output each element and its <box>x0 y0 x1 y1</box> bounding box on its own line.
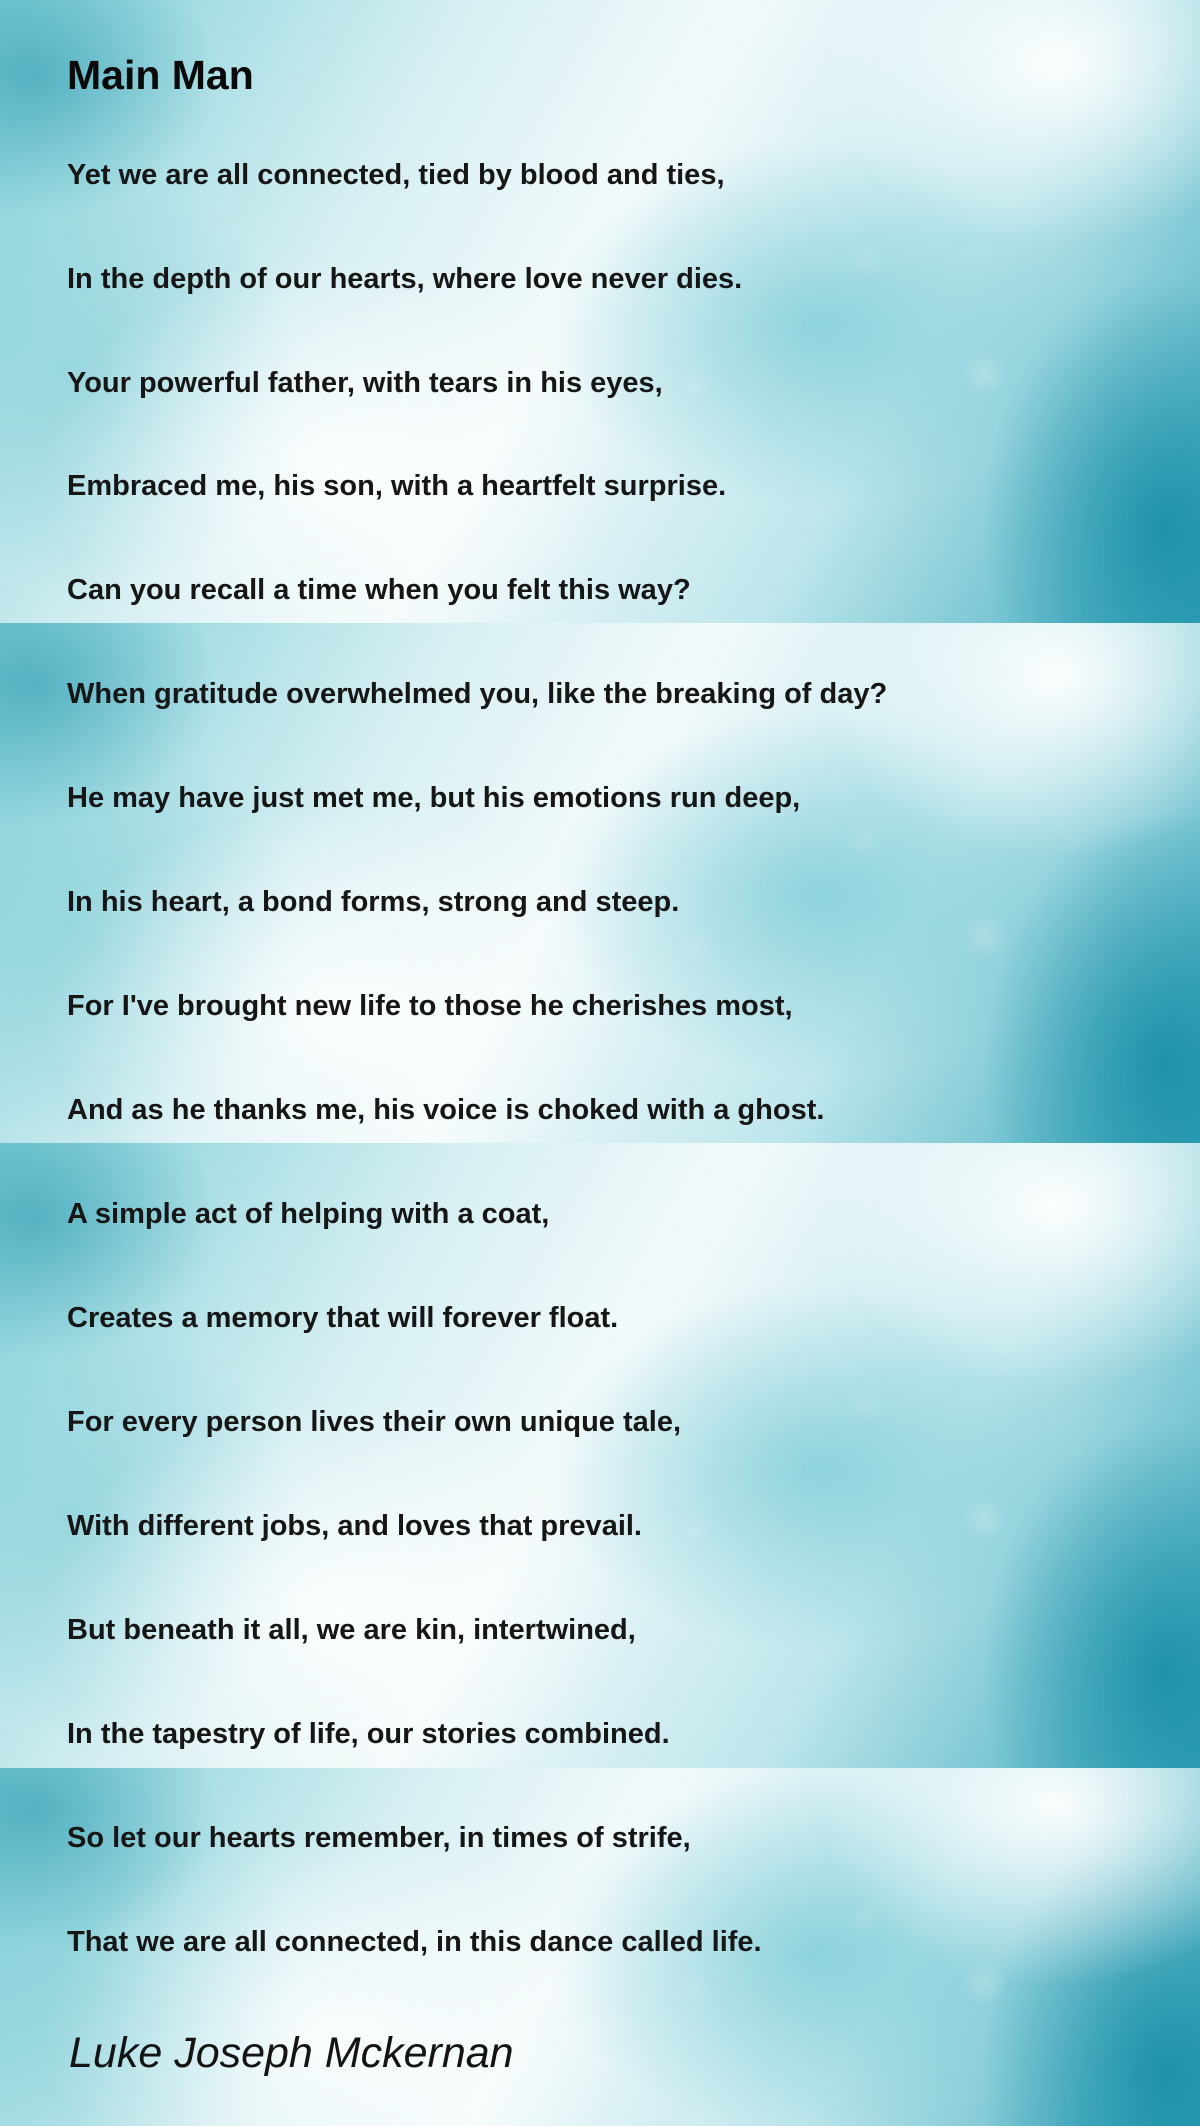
poem-title: Main Man <box>67 52 254 98</box>
poem-line: A simple act of helping with a coat, <box>67 1198 550 1230</box>
poem-line: In his heart, a bond forms, strong and steep. <box>67 886 680 918</box>
poem-line: Embraced me, his son, with a heartfelt surprise. <box>67 470 727 502</box>
poem-line: He may have just met me, but his emotions run deep, <box>67 782 801 814</box>
poem-author: Luke Joseph Mckernan <box>69 2029 514 2077</box>
poem-line: In the depth of our hearts, where love never dies. <box>67 263 743 295</box>
poem-line: That we are all connected, in this dance called life. <box>67 1926 762 1958</box>
poem-line: When gratitude overwhelmed you, like the breaking of day? <box>67 678 888 710</box>
poem-line: So let our hearts remember, in times of strife, <box>67 1822 691 1854</box>
poem-line: In the tapestry of life, our stories combined. <box>67 1718 670 1750</box>
poem-line: With different jobs, and loves that prevail. <box>67 1510 642 1542</box>
background-band-3 <box>0 1143 1200 1768</box>
poem-line: Yet we are all connected, tied by blood and ties, <box>67 159 725 191</box>
poem-line: For every person lives their own unique tale, <box>67 1406 681 1438</box>
poem-line: Can you recall a time when you felt this way? <box>67 574 691 606</box>
poem-line: For I've brought new life to those he cherishes most, <box>67 990 793 1022</box>
poem-line: Creates a memory that will forever float. <box>67 1302 619 1334</box>
poem-line: And as he thanks me, his voice is choked with a ghost. <box>67 1094 825 1126</box>
poem-line: Your powerful father, with tears in his eyes, <box>67 367 663 399</box>
poem-line: But beneath it all, we are kin, intertwined, <box>67 1614 636 1646</box>
